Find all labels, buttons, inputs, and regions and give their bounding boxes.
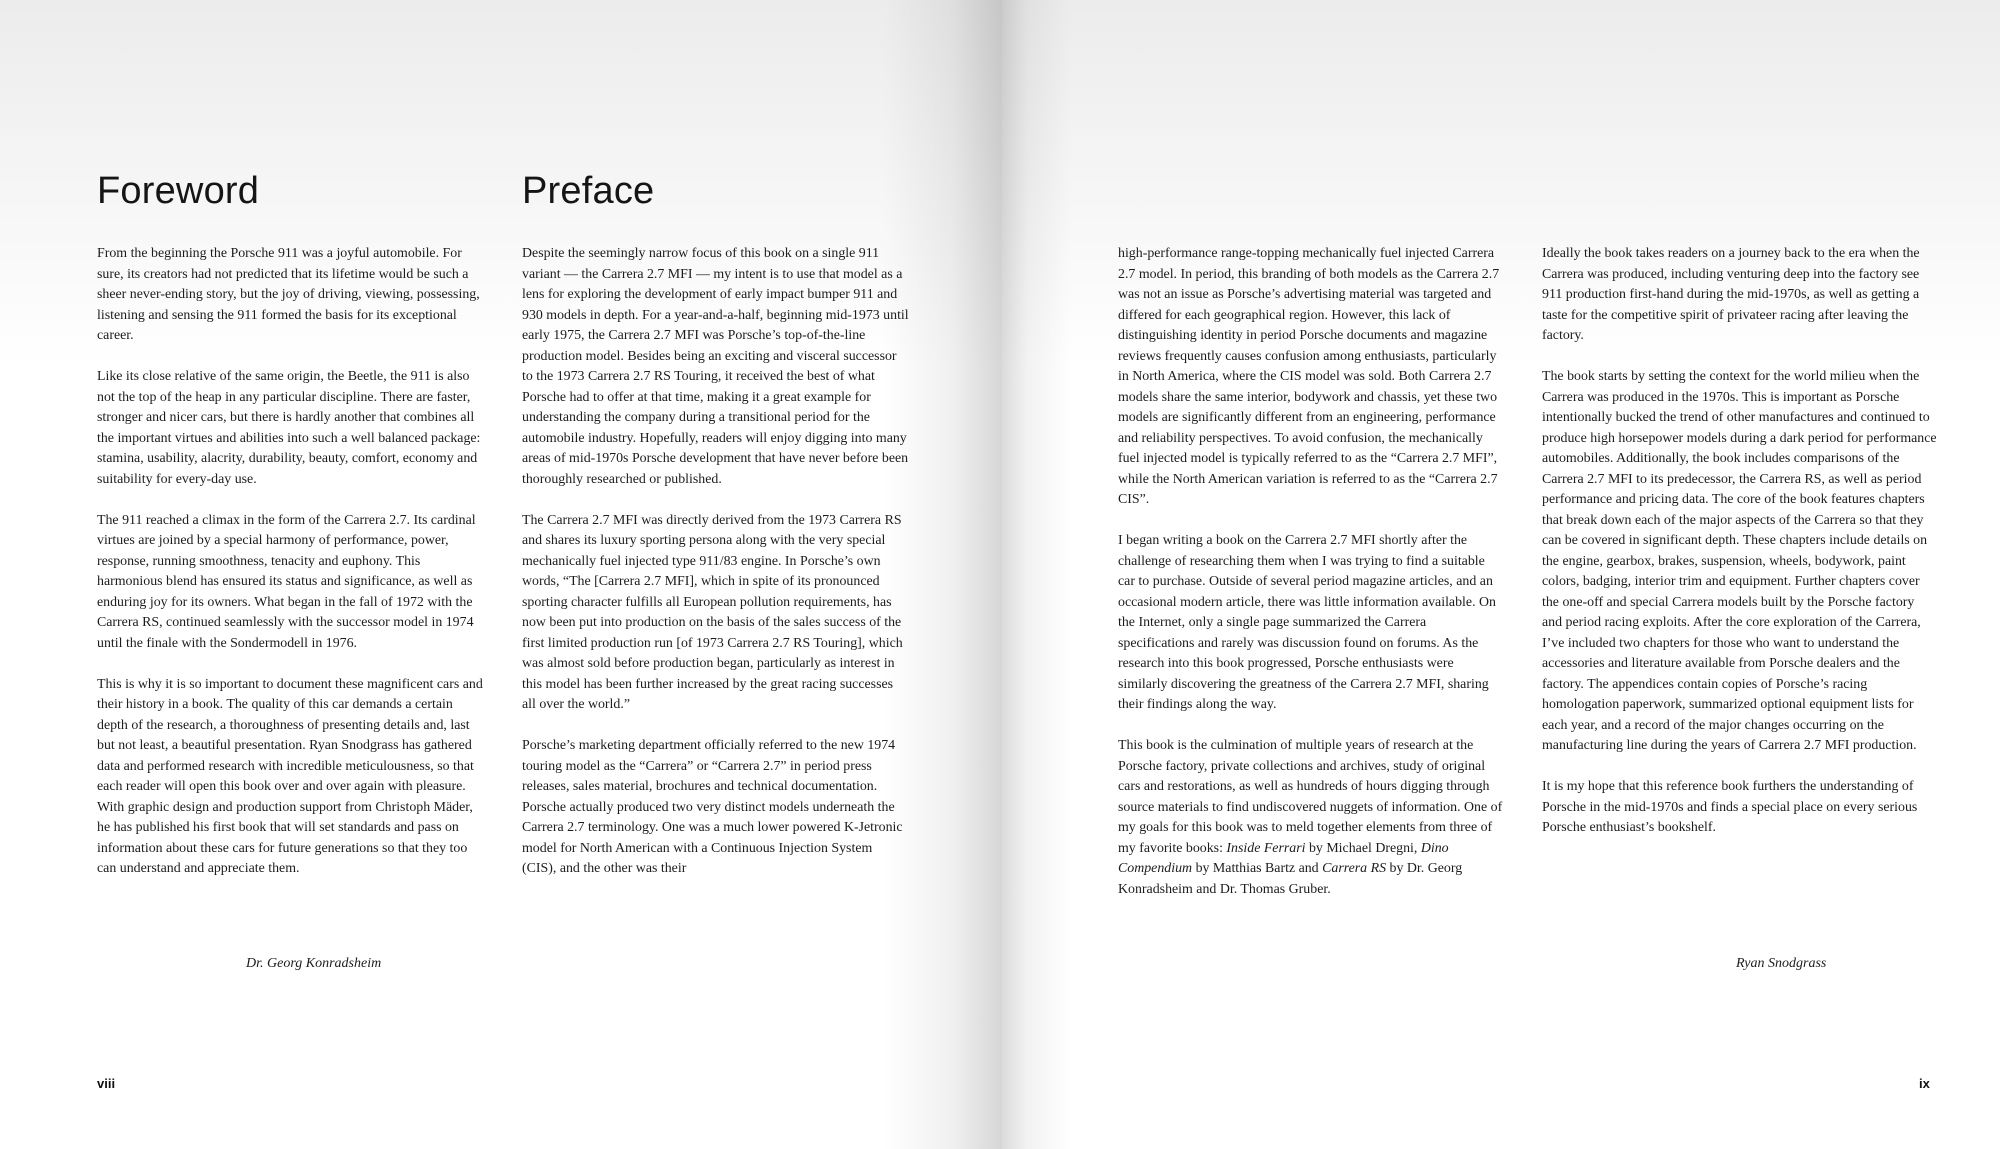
- foreword-paragraph-4: This is why it is so important to document these magnificent cars and their history in a book. The quality of this car demands a certain depth of the research, a thoroughness of presenting details and, last but not least, a beautiful presentation. Ryan Snodgrass has gathered data and performed research with incredible meticulousness, so that each reader will open this book over and over again with pleasure. With graphic design and production support from Christoph Mäder, he has published his first book that will set standards and pass on information about these cars for future generations so that they too can understand and appreciate them.: [97, 676, 483, 876]
- book-title-inside-ferrari: Inside Ferrari: [1226, 840, 1306, 856]
- preface-column: [522, 244, 909, 900]
- paragraph-text: by Michael Dregni,: [1305, 840, 1421, 856]
- book-title-carrera-rs: Carrera RS: [1322, 861, 1387, 876]
- preface-final-column: [1542, 244, 1937, 859]
- preface-paragraph-5: I began writing a book on the Carrera 2.7 MFI shortly after the challenge of researching them when I was trying to find a suitable car to purchase. Outside of several period magazine articles, and an occasional modern article, there was little information available. On the Internet, only a single page summarized the Carrera specifications and rarely was discussion found on forums. As the research into this book progressed, Porsche enthusiasts were similarly discovering the greatness of the Carrera 2.7 MFI, sharing their findings along the way.: [1118, 533, 1496, 712]
- foreword-paragraph-3: The 911 reached a climax in the form of the Carrera 2.7. Its cardinal virtues are joined by a special harmony of performance, power, response, running smoothness, tenacity and euphony. This harmonious blend has ensured its status and significance, as well as enduring joy for its owners. What began in the fall of 1972 with the Carrera RS, continued seamlessly with the successor model in 1974 until the finale with the Sondermodell in 1976.: [97, 512, 476, 651]
- preface-paragraph-9: It is my hope that this reference book furthers the understanding of Porsche in the mid-1970s and finds a special place on every serious Porsche enthusiast’s bookshelf.: [1542, 779, 1918, 835]
- foreword-title: Foreword: [97, 170, 260, 212]
- paragraph-text: by Dr. Georg Konradsheim and Dr. Thomas Gruber.: [1118, 861, 1463, 897]
- paragraph-text: by Matthias Bartz and: [1192, 861, 1323, 876]
- preface-signature: Ryan Snodgrass: [1736, 956, 1827, 971]
- page-number-right: ix: [1919, 1076, 1930, 1091]
- paragraph-text: This book is the culmination of multiple years of research at the Porsche factory, private collections and archives, study of original cars and restorations, as well as hundreds of hours digging through source materials to find undiscovered nuggets of information. One of my goals for this book was to meld together elements from three of my favorite books:: [1118, 738, 1503, 856]
- preface-continued-column: [1118, 244, 1504, 921]
- foreword-paragraph-1: From the beginning the Porsche 911 was a joyful automobile. For sure, its creators had not predicted that its lifetime would be such a sheer never-ending story, but the joy of driving, viewing, possessing, listening and sensing the 911 formed the basis for its exceptional career.: [97, 246, 480, 343]
- right-page: [1002, 0, 2000, 1149]
- book-title-dino-compendium: Dino Compendium: [1118, 840, 1449, 876]
- preface-paragraph-3: Porsche’s marketing department officially referred to the new 1974 touring model as the “Carrera” or “Carrera 2.7” in period press releases, sales material, brochures and technical documentation. Porsche actually produced two very distinct models underneath the Carrera 2.7 terminology. One was a much lower powered K-Jetronic model for North American with a Continuous Injection System (CIS), and the other was their: [522, 738, 903, 876]
- preface-paragraph-8: The book starts by setting the context for the world milieu when the Carrera was produced in the 1970s. This is important as Porsche intentionally bucked the trend of other manufactures and continued to produce high horsepower models during a dark period for performance automobiles. Additionally, the book includes comparisons of the Carrera 2.7 MFI to its predecessor, the Carrera RS, as well as period performance and pricing data. The core of the book features chapters that break down each of the major aspects of the Carrera so that they can be covered in significant depth. These chapters include details on the engine, gearbox, brakes, suspension, wheels, bodywork, paint colors, badging, interior trim and equipment. Further chapters cover the one-off and special Carrera models built by the Porsche factory and period racing exploits. After the core exploration of the Carrera, I’ve included two chapters for those who want to understand the accessories and literature available from Porsche dealers and the factory. The appendices contain copies of Porsche’s racing homologation paperwork, summarized optional equipment lists for each year, and a record of the major changes occurring on the manufacturing line during the years of Carrera 2.7 MFI production.: [1542, 369, 1937, 753]
- page-number-left: viii: [97, 1076, 116, 1091]
- foreword-column: [97, 244, 483, 900]
- preface-paragraph-6: [1118, 736, 1504, 900]
- preface-paragraph-1: Despite the seemingly narrow focus of this book on a single 911 variant — the Carrera 2.7 MFI — my intent is to use that model as a lens for exploring the development of early impact bumper 911 and 930 models in depth. For a year-and-a-half, beginning mid-1973 until early 1975, the Carrera 2.7 MFI was Porsche’s top-of-the-line production model. Besides being an exciting and visceral successor to the 1973 Carrera 2.7 RS Touring, it received the best of what Porsche had to offer at that time, making it a great example for understanding the company during a transitional period for the automobile industry. Hopefully, readers will enjoy digging into many areas of mid-1970s Porsche development that have never before been thoroughly researched or published.: [522, 246, 909, 487]
- foreword-paragraph-2: Like its close relative of the same origin, the Beetle, the 911 is also not the top of the heap in any particular discipline. There are faster, stronger and nicer cars, but there is hardly another that combines all the important virtues and abilities into such a well balanced package: stamina, usability, alacrity, durability, beauty, comfort, economy and suitability for every-day use.: [97, 369, 481, 487]
- preface-title: Preface: [522, 170, 655, 212]
- foreword-signature: Dr. Georg Konradsheim: [246, 956, 382, 971]
- preface-paragraph-7: Ideally the book takes readers on a journey back to the era when the Carrera was produced, including venturing deep into the factory see 911 production first-hand during the mid-1970s, as well as getting a taste for the competitive spirit of privateer racing after leaving the factory.: [1542, 246, 1920, 343]
- preface-paragraph-2: The Carrera 2.7 MFI was directly derived from the 1973 Carrera RS and shares its luxury sporting persona along with the very special mechanically fuel injected type 911/83 engine. In Porsche’s own words, “The [Carrera 2.7 MFI], which in spite of its pronounced sporting character fulfills all European pollution requirements, has now been put into production on the basis of the sales success of the first limited production run [of 1973 Carrera 2.7 RS Touring], which was almost sold before production began, particularly as interest in this model has been further increased by the great racing successes all over the world.”: [522, 512, 903, 712]
- preface-paragraph-4: high-performance range-topping mechanically fuel injected Carrera 2.7 model. In period, this branding of both models as the Carrera 2.7 was not an issue as Porsche’s advertising material was targeted and differed for each geographical region. However, this lack of distinguishing identity in period Porsche documents and magazine reviews frequently causes confusion among enthusiasts, particularly in North America, where the CIS model was sold. Both Carrera 2.7 models share the same interior, bodywork and chassis, yet these two models are significantly different from an engineering, performance and reliability perspectives. To avoid confusion, the mechanically fuel injected model is typically referred to as the “Carrera 2.7 MFI”, while the North American variation is referred to as the “Carrera 2.7 CIS”.: [1118, 246, 1500, 507]
